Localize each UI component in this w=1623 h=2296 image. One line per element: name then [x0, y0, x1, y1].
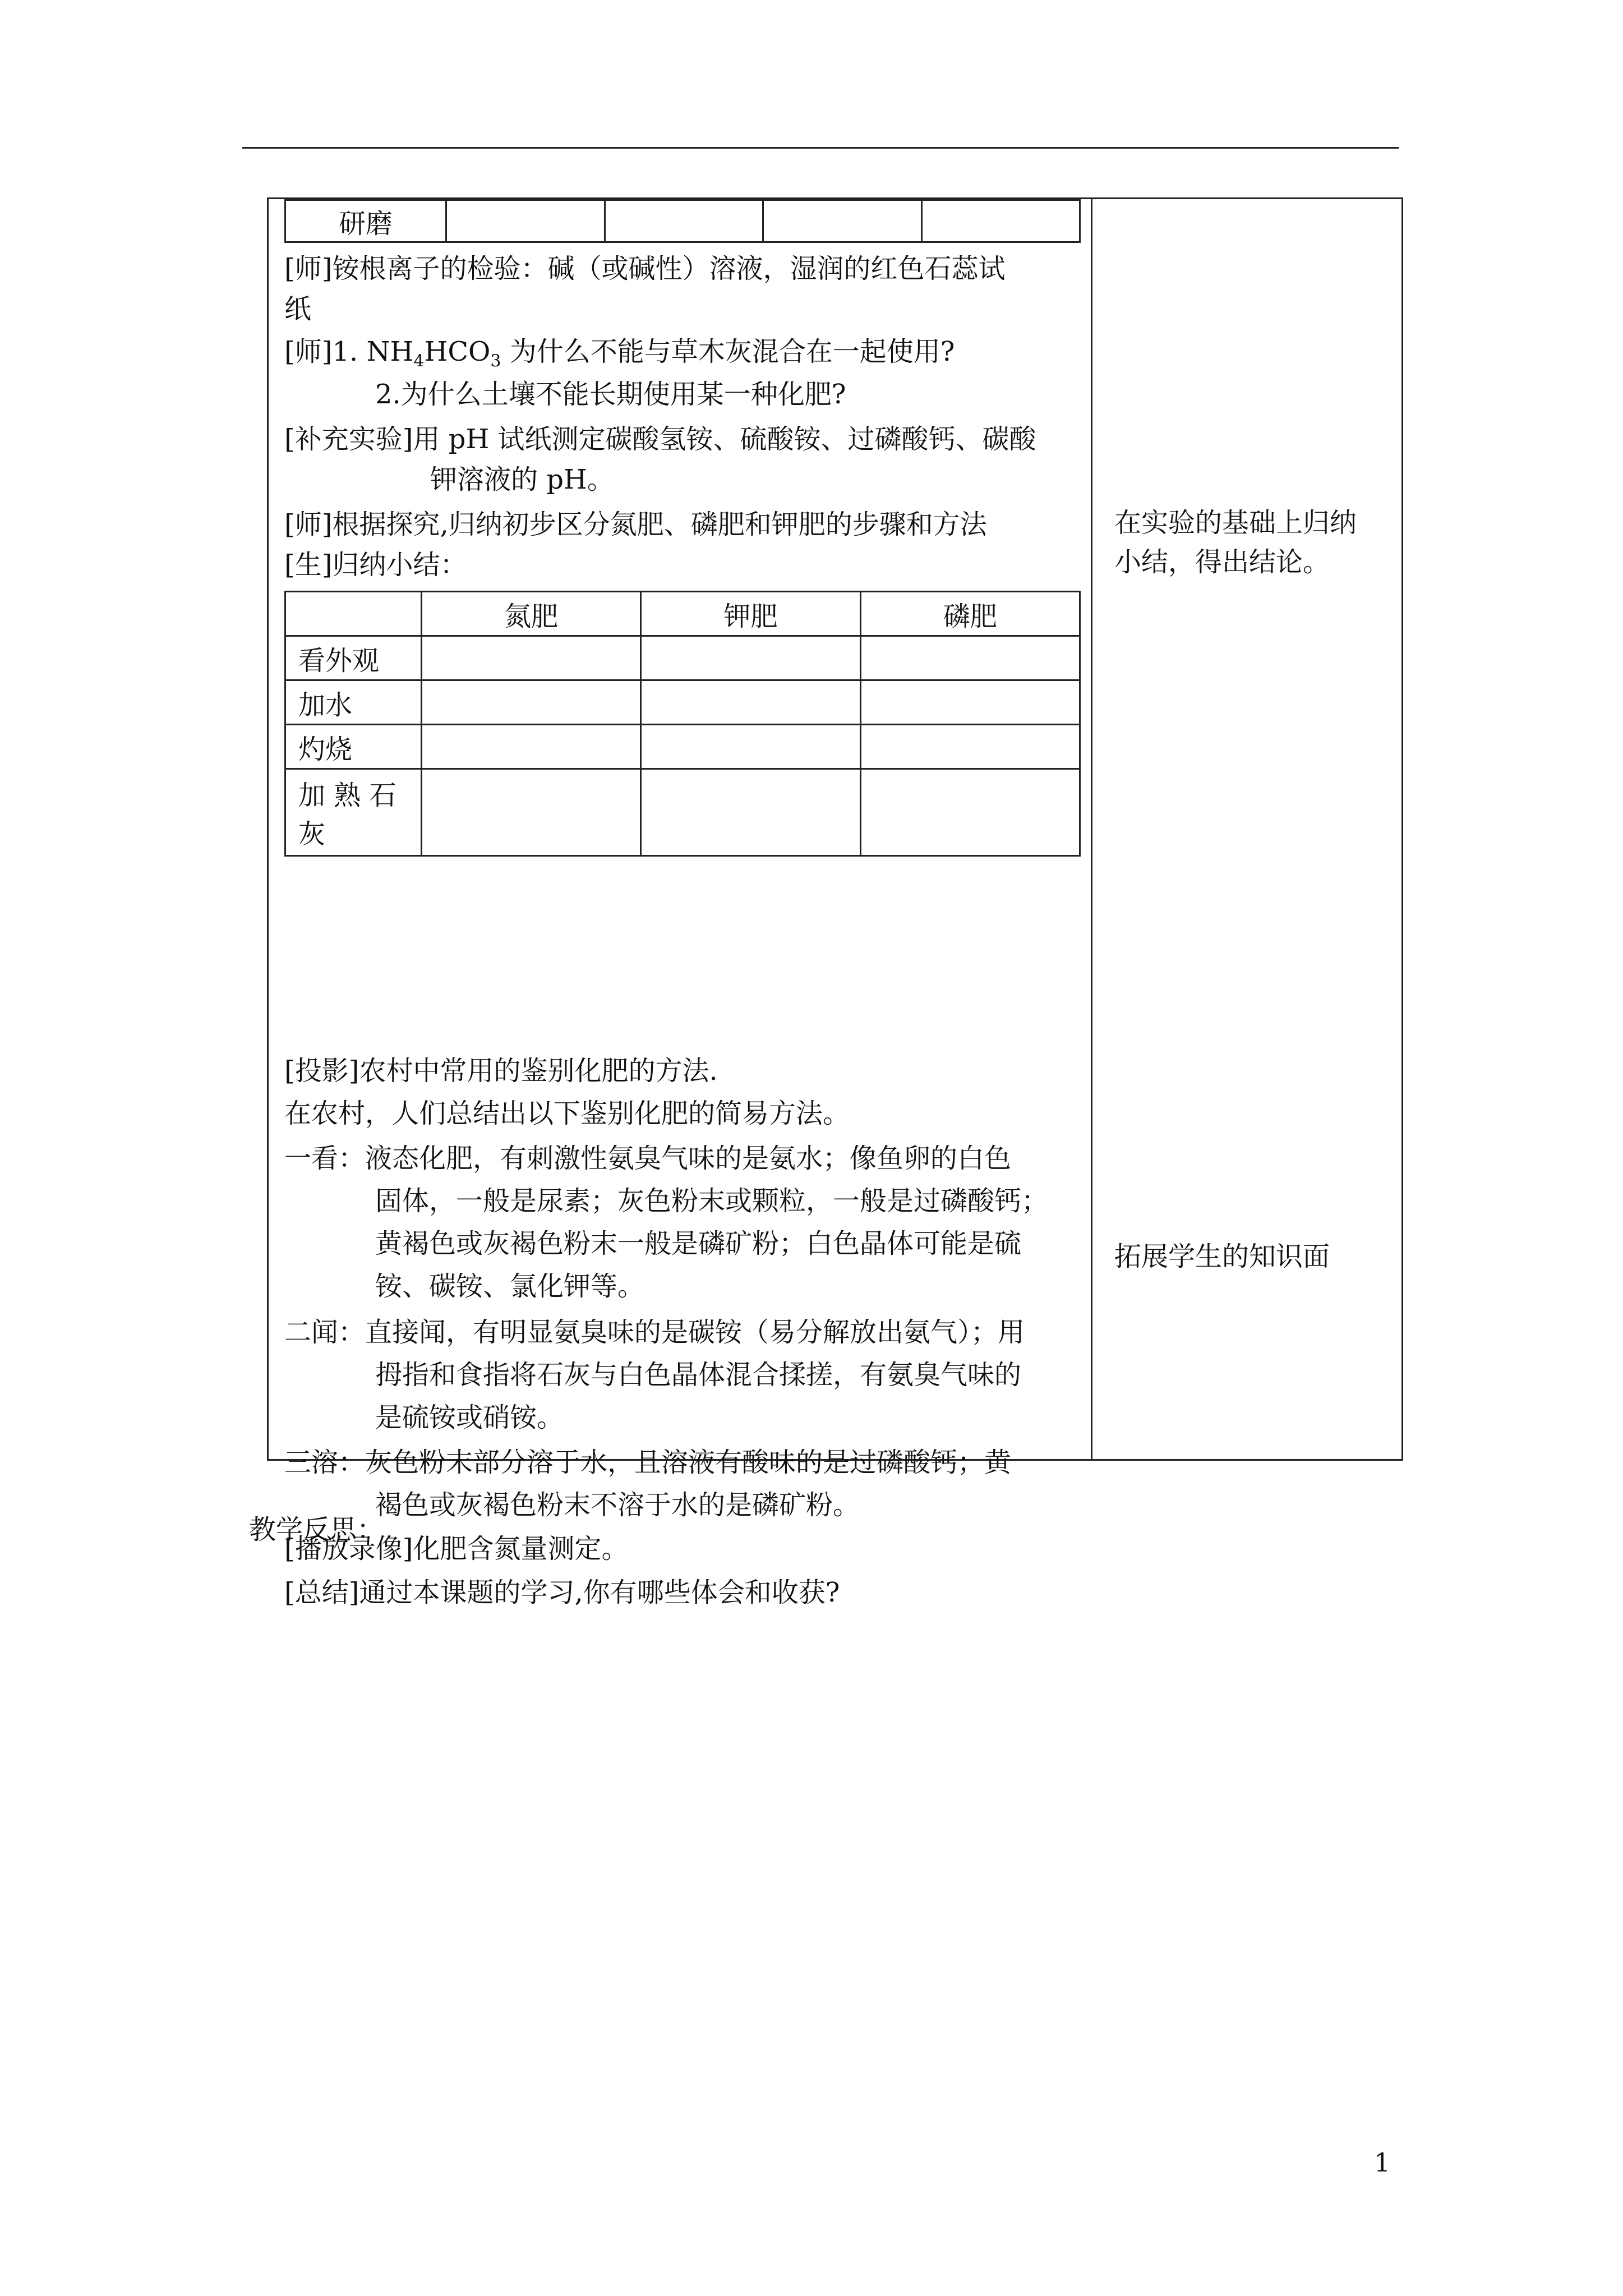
right-note [1114, 503, 1395, 582]
table-cell [285, 592, 422, 636]
reflection-label: 教学反思： [249, 1514, 384, 1545]
table-cell [921, 200, 1080, 242]
text-line: [播放录像]化肥含氮量测定。 [284, 1533, 629, 1565]
table-row [285, 592, 1080, 636]
subscript: 3 [490, 351, 501, 371]
summary-table [284, 591, 1081, 857]
table-cell [641, 725, 860, 769]
text-line: 纸 [284, 293, 312, 325]
text-line: 拇指和食指将石灰与白色晶体混合揉搓，有氨臭气味的 [375, 1359, 1022, 1391]
table-cell [763, 200, 922, 242]
table-cell [641, 636, 860, 680]
table-cell [641, 680, 860, 725]
column-divider [1091, 199, 1092, 1459]
text-line: [师]铵根离子的检验：碱（或碱性）溶液，湿润的红色石蕊试 [284, 253, 1006, 284]
table-cell [285, 769, 422, 856]
page-number: 1 [1374, 2147, 1391, 2178]
subscript: 4 [413, 351, 425, 371]
table-cell [446, 200, 605, 242]
text-line: 固体，一般是尿素；灰色粉末或颗粒，一般是过磷酸钙； [375, 1185, 1049, 1217]
text-line: 钾溶液的 pH。 [430, 464, 614, 495]
table-cell: 看外观 [285, 636, 422, 680]
table-cell [860, 769, 1080, 856]
table-cell: 钾肥 [641, 592, 860, 636]
table-cell [422, 636, 641, 680]
text-line: 黄褐色或灰褐色粉末一般是磷矿粉；白色晶体可能是硫 [375, 1228, 1022, 1259]
table-cell: 加水 [285, 680, 422, 725]
table-cell [860, 680, 1080, 725]
cell-line: 灰 [298, 818, 326, 850]
text-line: 2.为什么土壤不能长期使用某一种化肥? [375, 379, 846, 410]
text-line: 三溶：灰色粉末部分溶于水，且溶液有酸味的是过磷酸钙；黄 [284, 1447, 1012, 1478]
table-row [285, 769, 1080, 856]
cell-line: 加 熟 石 [298, 780, 396, 811]
text-line: 铵、碳铵、氯化钾等。 [375, 1271, 645, 1302]
table-cell: 磷肥 [860, 592, 1080, 636]
text-line: [补充实验]用 pH 试纸测定碳酸氢铵、硫酸铵、过磷酸钙、碳酸 [284, 424, 1036, 455]
text-fragment: 为什么不能与草木灰混合在一起使用? [501, 336, 955, 367]
text-line: [总结]通过本课题的学习,你有哪些体会和收获? [284, 1577, 840, 1608]
table-row [285, 636, 1080, 680]
table-cell [422, 680, 641, 725]
table-row [285, 725, 1080, 769]
table-cell [422, 769, 641, 856]
text-line: 在农村，人们总结出以下鉴别化肥的简易方法。 [284, 1098, 850, 1129]
text-fragment: HCO [424, 336, 491, 367]
text-line: 二闻：直接闻，有明显氨臭味的是碳铵（易分解放出氨气）；用 [284, 1317, 1025, 1348]
note-line: 小结，得出结论。 [1114, 546, 1330, 578]
table-row [285, 680, 1080, 725]
table-cell [860, 636, 1080, 680]
table-cell [605, 200, 763, 242]
table-cell [641, 769, 860, 856]
text-fragment: [师]1. NH [284, 336, 414, 367]
header-rule [242, 147, 1399, 149]
text-line: 一看：液态化肥，有刺激性氨臭气味的是氨水；像鱼卵的白色 [284, 1143, 1012, 1174]
text-line: [师]根据探究,归纳初步区分氮肥、磷肥和钾肥的步骤和方法 [284, 509, 987, 540]
text-line [284, 334, 955, 380]
grind-table [284, 199, 1081, 243]
table-cell: 氮肥 [422, 592, 641, 636]
text-line: [生]归纳小结： [284, 549, 467, 581]
table-cell: 研磨 [285, 200, 446, 242]
table-cell [422, 725, 641, 769]
text-line: 褐色或灰褐色粉末不溶于水的是磷矿粉。 [375, 1489, 860, 1521]
right-note: 拓展学生的知识面 [1114, 1241, 1330, 1272]
table-row [285, 200, 1080, 242]
note-line: 在实验的基础上归纳 [1114, 507, 1357, 539]
table-cell: 灼烧 [285, 725, 422, 769]
text-line: 是硫铵或硝铵。 [375, 1402, 564, 1433]
table-cell [860, 725, 1080, 769]
text-line: [投影]农村中常用的鉴别化肥的方法. [284, 1055, 718, 1087]
